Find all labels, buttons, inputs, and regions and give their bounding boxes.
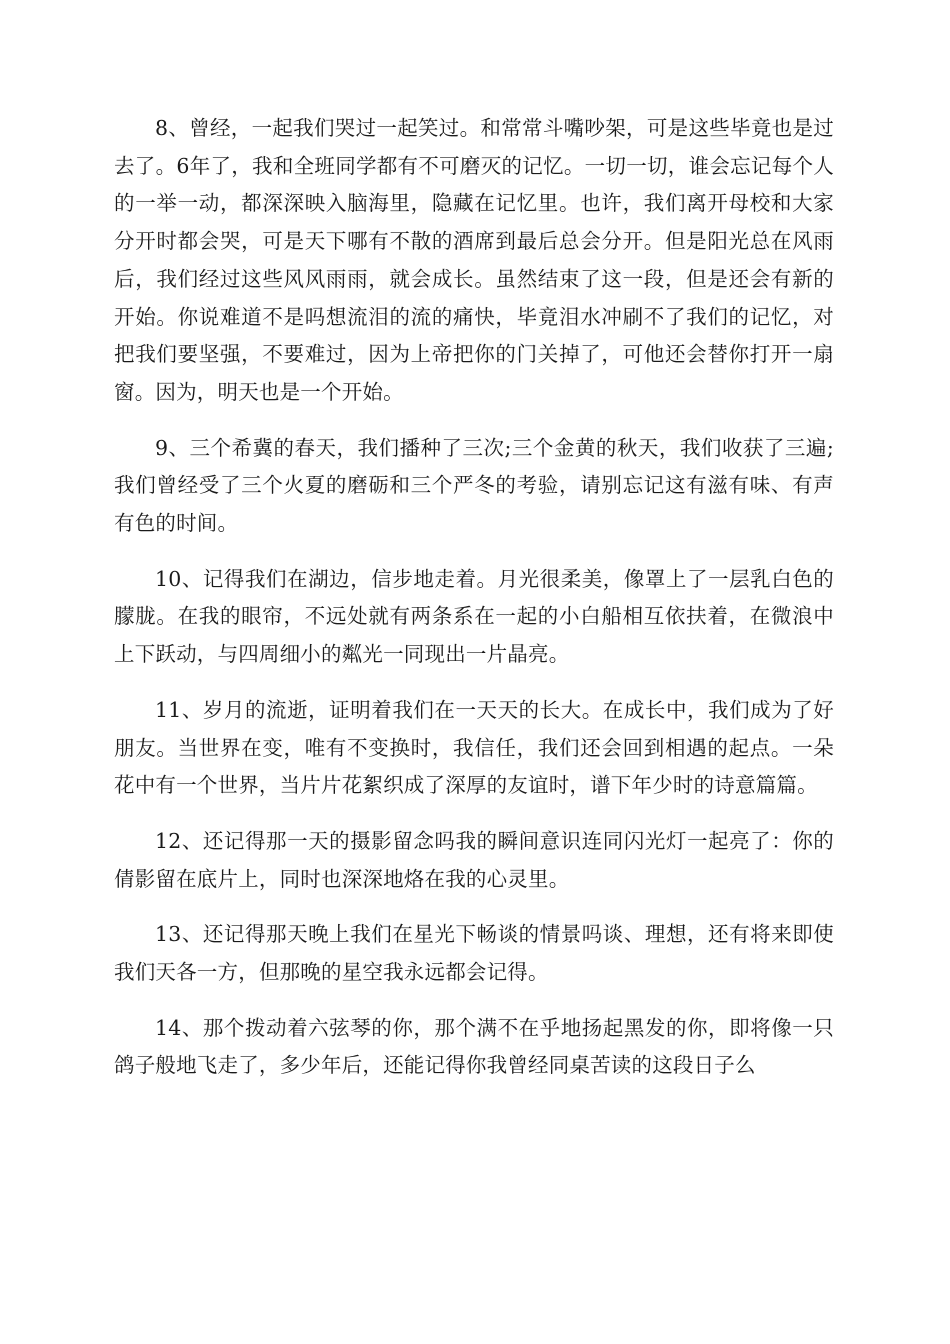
paragraph-13: 13、还记得那天晚上我们在星光下畅谈的情景吗谈、理想，还有将来即使我们天各一方，但那晚的星空我永远都会记得。 — [114, 922, 834, 985]
paragraph-9: 9、三个希冀的春天，我们播种了三次;三个金黄的秋天，我们收获了三遍;我们曾经受了三个火夏的磨砺和三个严冬的考验，请别忘记这有滋有味、有声有色的时间。 — [114, 435, 834, 536]
paragraph-11: 11、岁月的流逝，证明着我们在一天天的长大。在成长中，我们成为了好朋友。当世界在变，唯有不变换时，我信任，我们还会回到相遇的起点。一朵花中有一个世界，当片片花絮织成了深厚的友谊时，谱下年少时的诗意篇篇。 — [114, 697, 834, 798]
paragraph-10: 10、记得我们在湖边，信步地走着。月光很柔美，像罩上了一层乳白色的朦胧。在我的眼帘，不远处就有两条系在一起的小白船相互依扶着，在微浪中上下跃动，与四周细小的粼光一同现出一片晶亮。 — [114, 566, 834, 667]
paragraph-12: 12、还记得那一天的摄影留念吗我的瞬间意识连同闪光灯一起亮了：你的倩影留在底片上，同时也深深地烙在我的心灵里。 — [114, 828, 834, 891]
paragraph-14: 14、那个拨动着六弦琴的你，那个满不在乎地扬起黑发的你，即将像一只鸽子般地飞走了，多少年后，还能记得你我曾经同桌苦读的这段日子么 — [114, 1015, 834, 1078]
paragraph-8: 8、曾经，一起我们哭过一起笑过。和常常斗嘴吵架，可是这些毕竟也是过去了。6年了，我和全班同学都有不可磨灭的记忆。一切一切，谁会忘记每个人的一举一动，都深深映入脑海里，隐藏在记忆里。也许，我们离开母校和大家分开时都会哭，可是天下哪有不散的酒席到最后总会分开。但是阳光总在风雨后，我们经过这些风风雨雨，就会成长。虽然结束了这一段，但是还会有新的开始。你说难道不是吗想流泪的流的痛快，毕竟泪水冲刷不了我们的记忆，对把我们要坚强，不要难过，因为上帝把你的门关掉了，可他还会替你打开一扇窗。因为，明天也是一个开始。 — [114, 116, 834, 404]
document-body — [114, 110, 834, 1103]
